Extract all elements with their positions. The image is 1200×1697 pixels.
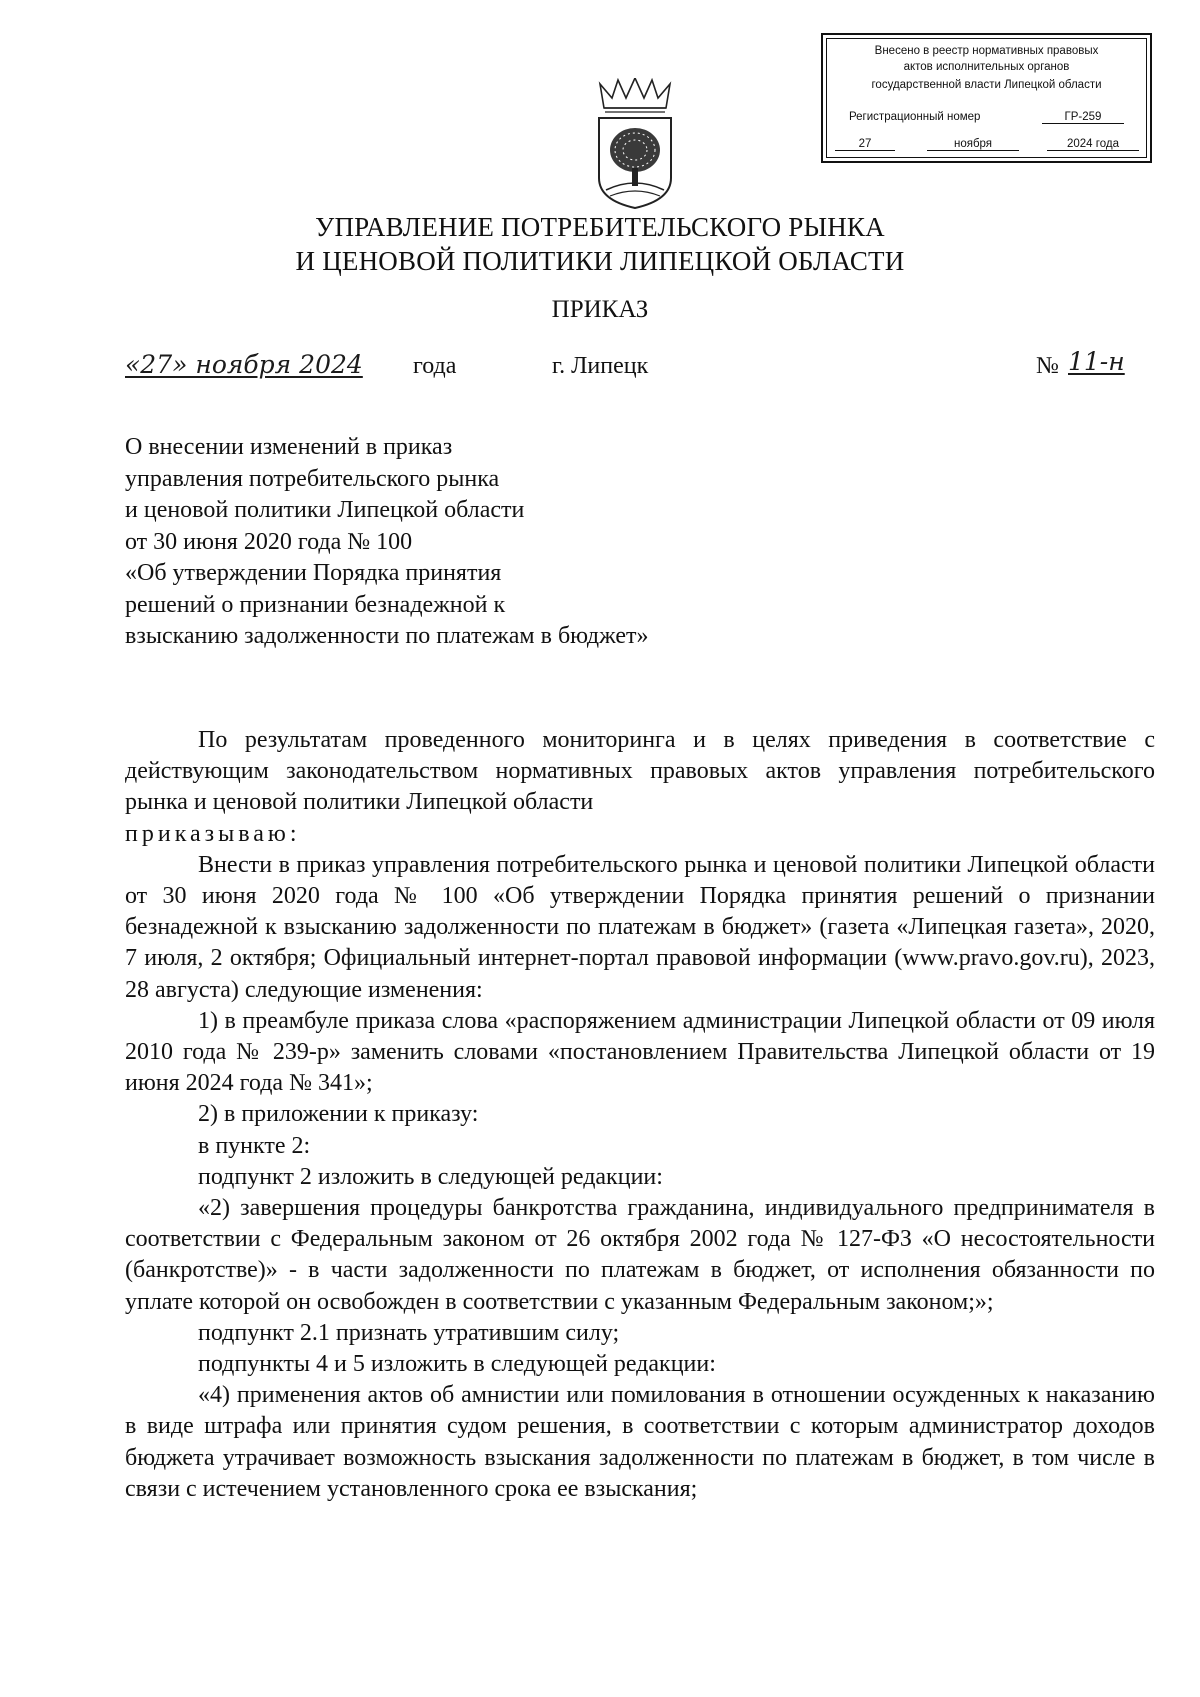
document-number-label: №: [1036, 353, 1059, 379]
intro-text: По результатам проведенного мониторинга и в целях приведения в соответствие с действующим законодательством нормативных правовых актов управления потребительского рынка и ценовой политики Липецкой области: [125, 727, 1155, 816]
title-line: О внесении изменений в приказ: [125, 434, 453, 460]
organization-name-line-2: И ЦЕНОВОЙ ПОЛИТИКИ ЛИПЕЦКОЙ ОБЛАСТИ: [295, 246, 905, 276]
body-paragraph: подпункты 4 и 5 изложить в следующей редакции:: [198, 1351, 716, 1378]
registry-stamp: [821, 33, 1152, 163]
document-body: [125, 725, 1155, 1505]
lipetsk-coat-of-arms-icon: [596, 78, 674, 210]
stamp-day: 27: [835, 138, 895, 151]
document-number: [1068, 347, 1125, 376]
document-date: [125, 350, 363, 380]
order-word: приказываю:: [125, 820, 301, 847]
body-paragraph: 2) в приложении к приказу:: [198, 1101, 479, 1128]
stamp-line-1: Внесено в реестр нормативных правовых: [874, 45, 1099, 57]
handwritten-date: «27» ноября 2024: [125, 350, 363, 379]
stamp-line-2: актов исполнительных органов: [903, 61, 1070, 73]
stamp-registration-number: ГР-259: [1042, 111, 1124, 124]
body-paragraph: «4) применения актов об амнистии или помилования в отношении осужденных к наказанию в виде штрафа или принятия судом решения, в соответствии с которым администратор доходов бюджета утрачивает возможность взыскания задолженности по платежам в бюджет, в том числе в связи с истечением установленного срока ее взыскания;: [125, 1382, 1155, 1502]
stamp-month: ноября: [927, 138, 1019, 151]
body-paragraph: в пункте 2:: [198, 1132, 311, 1159]
document-type: ПРИКАЗ: [551, 296, 649, 323]
organization-name-line-1: УПРАВЛЕНИЕ ПОТРЕБИТЕЛЬСКОГО РЫНКА: [315, 212, 885, 242]
body-paragraph: Внести в приказ управления потребительского рынка и ценовой политики Липецкой области от 30 июня 2020 года № 100 «Об утверждении Порядка принятия решений о признании безнадежной к взысканию задолженности по платежам в бюджет» (газета «Липецкая газета», 2020, 7 июля, 2 октября; Официальный интернет-портал правовой информации (www.pravo.gov.ru), 2023, 28 августа) следующие изменения:: [125, 851, 1155, 1003]
title-line: и ценовой политики Липецкой области: [125, 497, 525, 523]
body-paragraph: 1) в преамбуле приказа слова «распоряжением администрации Липецкой области от 09 июля 2010 года № 239-р» заменить словами «постановлением Правительства Липецкой области от 19 июня 2024 года № 341»;: [125, 1007, 1155, 1097]
body-paragraph: подпункт 2.1 признать утратившим силу;: [198, 1319, 620, 1346]
stamp-year: 2024 года: [1047, 138, 1139, 151]
handwritten-number: 11-н: [1068, 347, 1125, 376]
body-paragraph-intro: [125, 725, 1155, 850]
title-line: решений о признании безнадежной к: [125, 591, 506, 618]
title-line: управления потребительского рынка: [125, 465, 500, 492]
title-line: от 30 июня 2020 года № 100: [125, 528, 413, 555]
body-paragraph: подпункт 2 изложить в следующей редакции:: [198, 1163, 663, 1190]
title-line: взысканию задолженности по платежам в бюджет»: [125, 623, 649, 649]
city: г. Липецк: [552, 353, 649, 379]
date-suffix: года: [413, 353, 457, 379]
stamp-line-3: государственной власти Липецкой области: [871, 79, 1102, 91]
body-paragraph: «2) завершения процедуры банкротства гражданина, индивидуального предпринимателя в соответствии с Федеральным законом от 26 октября 2002 года № 127-ФЗ «О несостоятельности (банкротстве)» - в части задолженности по платежам в бюджет, от исполнения обязанности по уплате которой он освобожден в соответствии с указанным Федеральным законом;»;: [125, 1195, 1155, 1315]
document-title: [125, 432, 648, 653]
registry-stamp-inner-frame: [826, 38, 1147, 158]
stamp-registration-label: Регистрационный номер: [849, 111, 981, 123]
title-line: «Об утверждении Порядка принятия: [125, 560, 502, 586]
